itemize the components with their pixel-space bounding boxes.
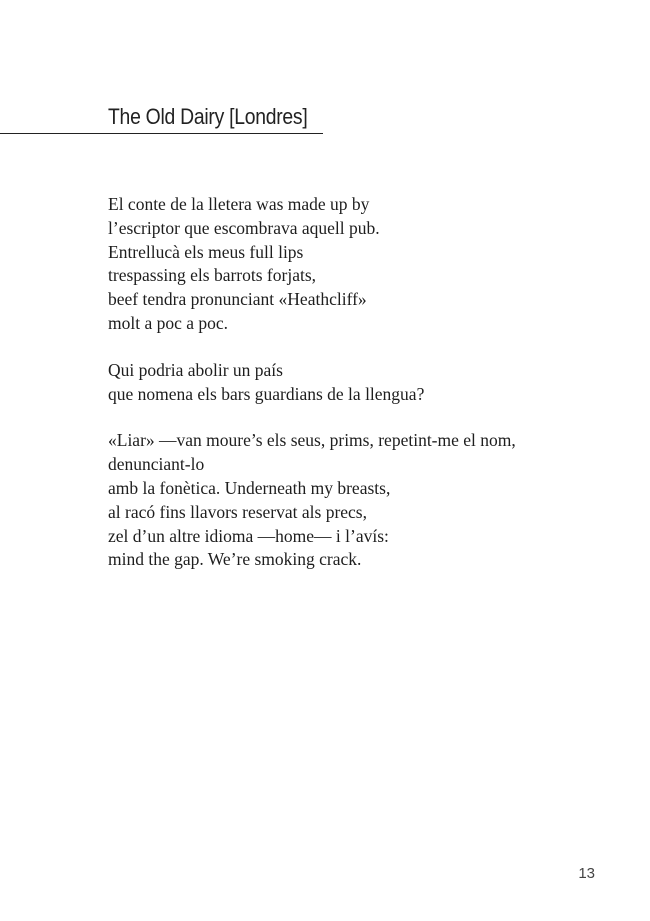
stanza-3	[108, 429, 588, 572]
stanza-1	[108, 193, 588, 336]
poem-line: Qui podria abolir un país	[108, 359, 283, 380]
poem-line: denunciant-lo	[108, 454, 205, 475]
poem-body	[108, 193, 588, 595]
poem-line: amb la fonètica. Underneath my breasts,	[108, 477, 391, 498]
poem-line: mind the gap. We’re smoking crack.	[108, 549, 362, 570]
poem-line: zel d’un altre idioma —home— i l’avís:	[108, 525, 389, 546]
poem-line: beef tendra pronunciant «Heathcliff»	[108, 289, 367, 310]
stanza-2	[108, 359, 588, 407]
title-underline	[0, 133, 323, 134]
poem-line: Entrellucà els meus full lips	[108, 241, 304, 262]
poem-line: al racó fins llavors reservat als precs,	[108, 501, 367, 522]
poem-line: molt a poc a poc.	[108, 312, 229, 333]
poem-line: trespassing els barrots forjats,	[108, 265, 317, 286]
poem-title: The Old Dairy [Londres]	[108, 104, 308, 129]
poem-line: El conte de la lletera was made up by	[108, 194, 370, 214]
poem-line: «Liar» —van moure’s els seus, prims, repetint-me el nom,	[108, 430, 516, 451]
page-number: 13	[578, 865, 595, 882]
poem-line: que nomena els bars guardians de la llengua?	[108, 383, 425, 404]
poem-line: l’escriptor que escombrava aquell pub.	[108, 217, 380, 238]
